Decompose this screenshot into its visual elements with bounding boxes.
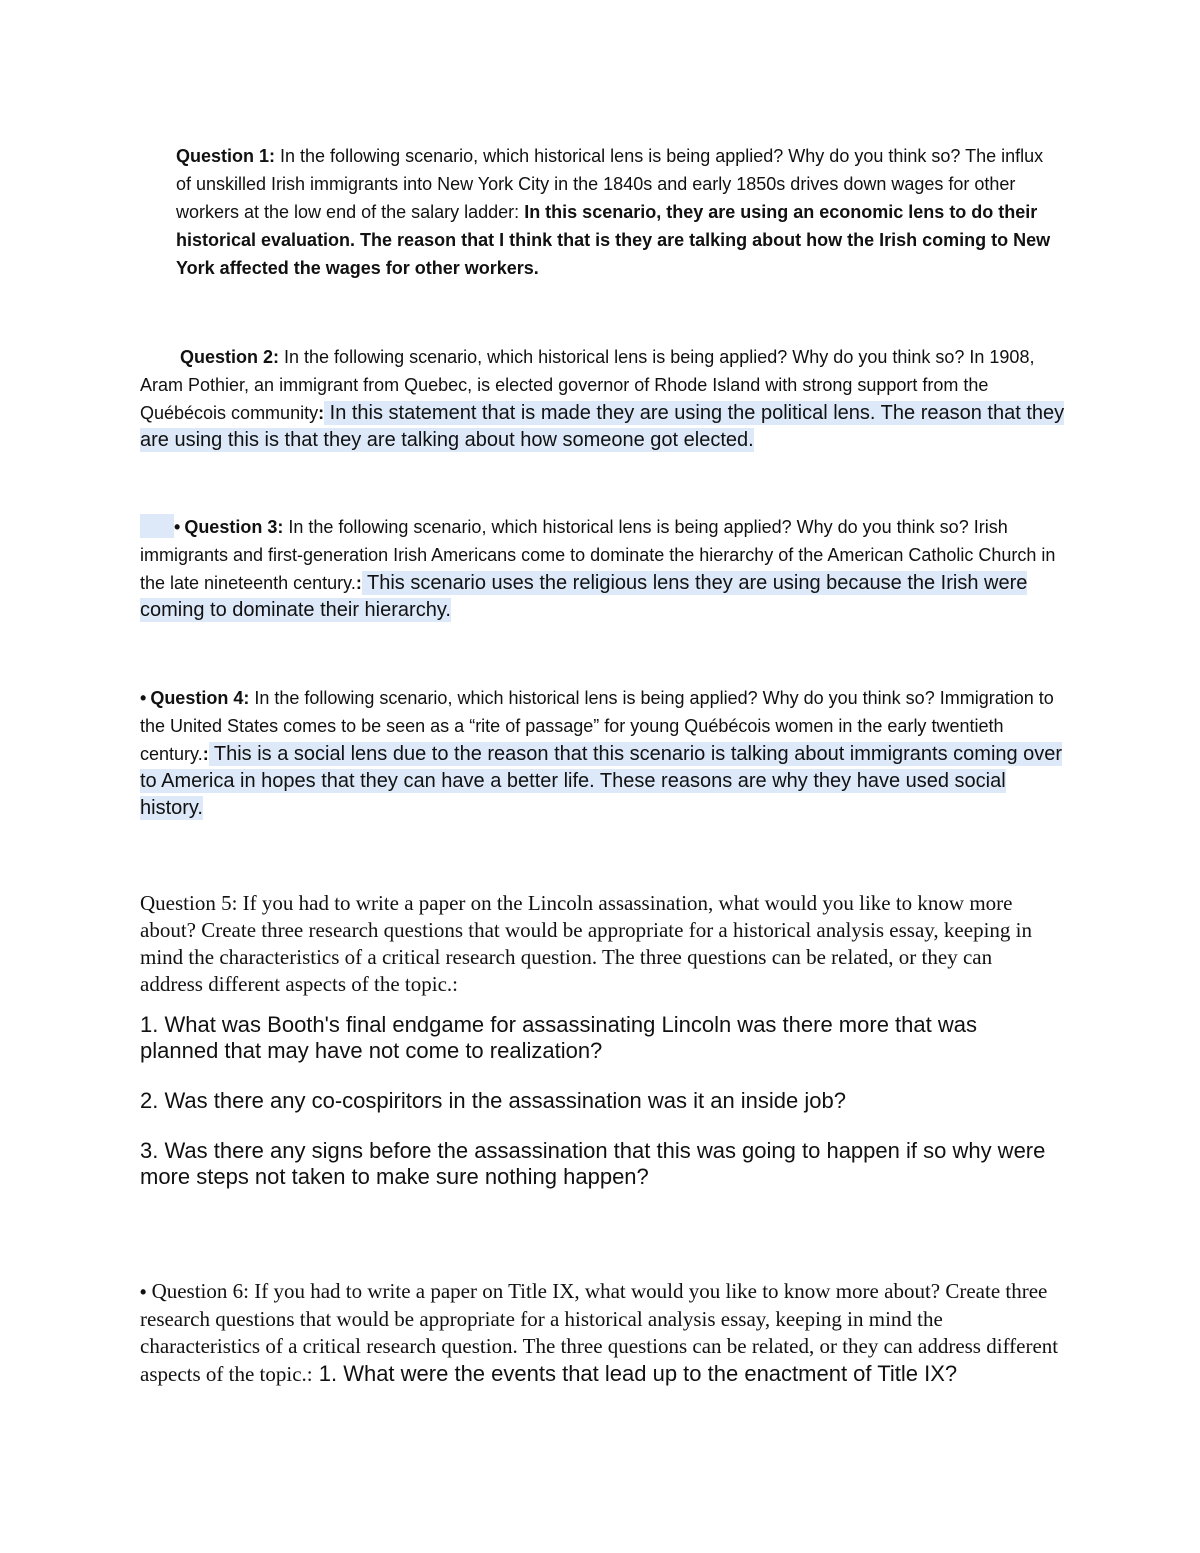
question-6-paragraph <box>140 1278 1060 1388</box>
question-4-paragraph <box>140 684 1065 822</box>
question-5-answer-2: 2. Was there any co-cospiritors in the assassination was it an inside job? <box>140 1088 846 1113</box>
question-1-answer: In this scenario, they are using an economic lens to do their historical evaluation. The reason that I think that is they are talking about how the Irish coming to New York affected the wages for other workers. <box>176 202 1051 278</box>
question-2-colon: : <box>318 403 325 423</box>
question-3-colon: : <box>355 573 362 593</box>
question-6-prompt: Question 6: If you had to write a paper on Title IX, what would you like to know more about? Create three research questions that would be appropriate for a historical analysis essay, keeping in mind the characteristics of a critical research question. The three questions can be related, or they can address different aspects of the topic.: <box>140 1279 1059 1386</box>
question-2-label: Question 2: <box>180 347 280 367</box>
question-3-bullet-icon: • <box>174 517 181 537</box>
question-6-bullet-icon: • <box>140 1282 147 1302</box>
question-1-block <box>176 142 1056 282</box>
question-3-block <box>140 513 1065 624</box>
question-1-paragraph <box>176 142 1056 282</box>
question-3-prompt: In the following scenario, which historical lens is being applied? Why do you think so? Irish immigrants and first-generation Irish Americans come to dominate the hierarchy of the American Catholic Church in the late nineteenth century. <box>140 517 1056 593</box>
question-1-prompt: In the following scenario, which historical lens is being applied? Why do you think so? The influx of unskilled Irish immigrants into New York City in the 1840s and early 1850s drives down wages for other workers at the low end of the salary ladder: <box>176 146 1044 222</box>
question-2-block <box>140 343 1065 454</box>
question-4-label: Question 4: <box>150 688 250 708</box>
question-5-answer-1: 1. What was Booth's final endgame for assassinating Lincoln was there more that was planned that may have not come to realization? <box>140 1012 977 1063</box>
question-4-bullet-icon: • <box>140 688 147 708</box>
question-4-colon: : <box>202 744 209 764</box>
question-5-answer-3: 3. Was there any signs before the assassination that this was going to happen if so why were more steps not taken to make sure nothing happen? <box>140 1138 1046 1189</box>
question-5-block <box>140 890 1060 1190</box>
question-2-answer: In this statement that is made they are using the political lens. The reason that they are using this is that they are talking about how someone got elected. <box>140 402 1065 451</box>
question-4-prompt: In the following scenario, which historical lens is being applied? Why do you think so? Immigration to the United States comes to be seen as a “rite of passage” for young Québécois women in the early twentieth century. <box>140 688 1054 764</box>
question-6-block <box>140 1278 1060 1388</box>
question-2-prompt: In the following scenario, which historical lens is being applied? Why do you think so? In 1908, Aram Pothier, an immigrant from Quebec, is elected governor of Rhode Island with strong support from the Québécois community <box>140 347 1035 423</box>
question-5-prompt: Question 5: If you had to write a paper on the Lincoln assassination, what would you like to know more about? Create three research questions that would be appropriate for a historical analysis essay, keeping in mind the characteristics of a critical research question. The three questions can be related, or they can address different aspects of the topic.: <box>140 891 1032 996</box>
question-4-answer: This is a social lens due to the reason that this scenario is talking about immigrants coming over to America in hopes that they can have a better life. These reasons are why they have used social history. <box>140 743 1063 819</box>
question-4-block <box>140 684 1065 822</box>
question-3-answer: This scenario uses the religious lens they are using because the Irish were coming to dominate their hierarchy. <box>140 572 1028 621</box>
question-6-answer: 1. What were the events that lead up to the enactment of Title IX? <box>312 1361 958 1386</box>
question-1-label: Question 1: <box>176 146 276 166</box>
question-2-indent <box>140 347 180 367</box>
question-3-paragraph <box>140 513 1065 624</box>
highlight-marker <box>140 514 174 538</box>
question-3-label: Question 3: <box>184 517 284 537</box>
question-2-paragraph <box>140 343 1065 454</box>
